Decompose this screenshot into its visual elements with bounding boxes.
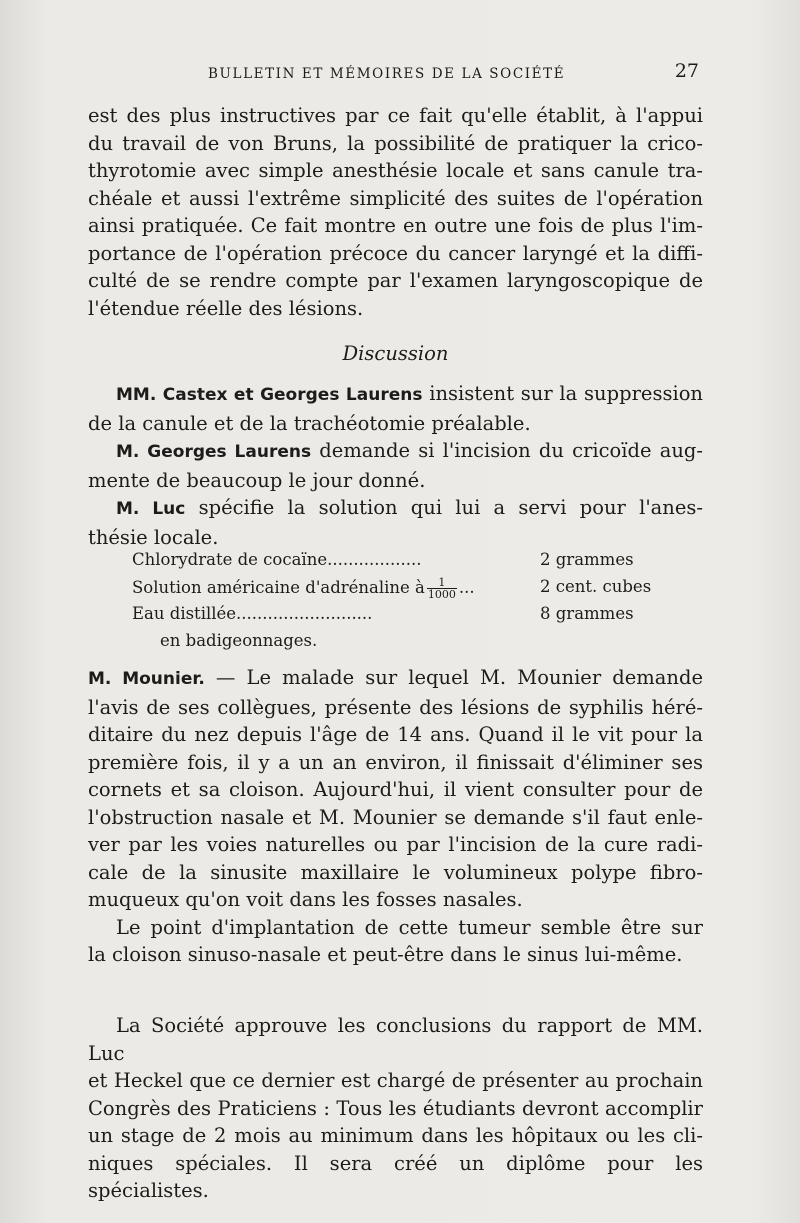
speaker-name: M. Mounier. [88, 669, 205, 689]
ingredient-quantity: 8 grammes [540, 604, 634, 623]
text-line: portance de l'opération précoce du cancer laryngé et la diffi- [88, 241, 703, 265]
running-title: BULLETIN ET MÉMOIRES DE LA SOCIÉTÉ [208, 66, 566, 82]
mounier-paragraph [88, 664, 703, 969]
text-line: cale de la sinusite maxillaire le volumineux polype fibro- [88, 860, 703, 884]
speaker-name: MM. Castex et Georges Laurens [116, 385, 423, 405]
text-line: Le point d'implantation de cette tumeur semble être sur [116, 915, 703, 939]
discussion-line: de la canule et de la trachéotomie préalable. [88, 411, 531, 435]
discussion-line: mente de beaucoup le jour donné. [88, 468, 426, 492]
text-line: du travail de von Bruns, la possibilité de pratiquer la crico- [88, 131, 703, 155]
ingredient-name [132, 577, 475, 600]
ingredient-quantity: 2 grammes [540, 550, 634, 569]
text-line: cornets et sa cloison. Aujourd'hui, il vient consulter pour de [88, 778, 703, 801]
text-line: est des plus instructives par ce fait qu'elle établit, à l'appui [88, 104, 703, 127]
resolution-paragraph [88, 1012, 703, 1205]
discussion-line: thésie locale. [88, 525, 219, 549]
speaker-name: M. Luc [116, 499, 186, 519]
fraction [427, 577, 457, 600]
text-line: première fois, il y a un an environ, il finissait d'éliminer ses [88, 750, 703, 774]
formula-note: en badigeonnages. [160, 631, 318, 650]
speaker-name: M. Georges Laurens [116, 442, 312, 462]
formula-row [132, 577, 672, 604]
discussion-block [88, 380, 703, 551]
formula-table [132, 550, 672, 658]
fraction-numerator: 1 [427, 577, 457, 589]
ingredient-leader: ... [458, 578, 475, 597]
discussion-line [88, 437, 703, 467]
ingredient-label: Solution américaine d'adrénaline à [132, 578, 425, 597]
formula-note-row [132, 631, 672, 658]
text-line: niques spéciales. Il sera créé un diplôme pour les spécialistes. [88, 1151, 703, 1202]
fraction-denominator: 1000 [427, 588, 456, 601]
ingredient-name: Eau distillée.......................... [132, 604, 373, 623]
ingredient-name: Chlorydrate de cocaïne.................. [132, 550, 422, 569]
text-line: l'avis de ses collègues, présente des lésions de syphilis héré- [88, 695, 703, 719]
discussion-line [88, 494, 703, 524]
formula-row [132, 550, 672, 577]
discussion-text: insistent sur la suppression [422, 382, 703, 405]
text-line: thyrotomie avec simple anesthésie locale et sans canule tra- [88, 159, 703, 182]
text-line: et Heckel que ce dernier est chargé de présenter au prochain [88, 1069, 703, 1092]
text-line: culté de se rendre compte par l'examen laryngoscopique de [88, 269, 703, 292]
text-line [88, 664, 703, 694]
text-line: l'étendue réelle des lésions. [88, 296, 364, 320]
text-segment: — Le malade sur lequel M. Mounier demande [204, 666, 703, 689]
discussion-heading: Discussion [342, 342, 449, 365]
discussion-text: spécifie la solution qui lui a servi pour l'anes- [185, 496, 703, 519]
intro-paragraph [88, 102, 703, 322]
text-line: ainsi pratiquée. Ce fait montre en outre une fois de plus l'im- [88, 214, 703, 237]
ingredient-quantity: 2 cent. cubes [540, 577, 652, 596]
text-line: la cloison sinuso-nasale et peut-être dans le sinus lui-même. [88, 943, 683, 966]
discussion-text: demande si l'incision du cricoïde aug- [311, 439, 703, 462]
text-line: l'obstruction nasale et M. Mounier se demande s'il faut enle- [88, 805, 703, 829]
formula-row [132, 604, 672, 631]
text-line: chéale et aussi l'extrême simplicité des suites de l'opération [88, 186, 703, 210]
text-line: un stage de 2 mois au minimum dans les hôpitaux ou les cli- [88, 1124, 703, 1147]
text-line: ver par les voies naturelles ou par l'incision de la cure radi- [88, 833, 703, 856]
page-number: 27 [674, 60, 699, 82]
text-line: muqueux qu'on voit dans les fosses nasales. [88, 888, 523, 911]
discussion-line [88, 380, 703, 410]
text-line: Congrès des Praticiens : Tous les étudiants devront accomplir [88, 1096, 703, 1120]
text-line: ditaire du nez depuis l'âge de 14 ans. Quand il le vit pour la [88, 723, 703, 746]
text-line: La Société approuve les conclusions du rapport de MM. Luc [88, 1014, 703, 1065]
running-head [88, 60, 703, 88]
